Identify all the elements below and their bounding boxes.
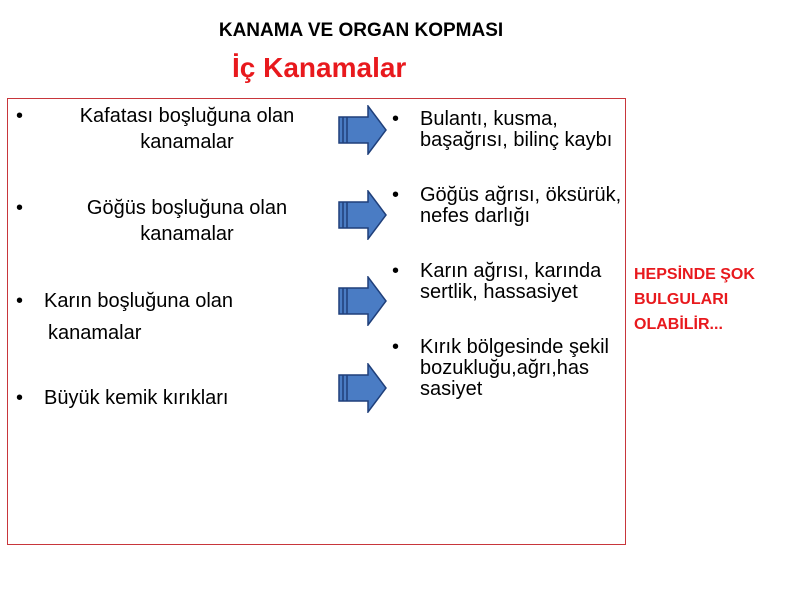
right-list-item: [386, 185, 634, 227]
bullet-icon: •: [392, 184, 400, 206]
slide-title: KANAMA VE ORGAN KOPMASI: [218, 20, 504, 41]
bullet-icon: •: [392, 108, 400, 130]
block-right-arrow-icon: [338, 105, 388, 155]
left-item-continuation: kanamalar: [48, 322, 142, 344]
slide-subtitle: İç Kanamalar: [232, 52, 407, 83]
bullet-icon: •: [16, 105, 24, 127]
bullet-icon: •: [16, 387, 24, 409]
left-item-text: Büyük kemik kırıkları: [44, 387, 229, 409]
left-list-item: [8, 195, 330, 247]
right-list-item: [386, 337, 634, 400]
left-list-item: [8, 385, 330, 411]
bullet-icon: •: [16, 290, 24, 312]
right-item-text: Göğüs ağrısı, öksürük, nefes darlığı: [420, 184, 622, 227]
left-list-item: [8, 103, 330, 155]
bullet-icon: •: [392, 336, 400, 358]
left-item-text: Kafatası boşluğuna olan kanamalar: [79, 105, 295, 153]
block-right-arrow-icon: [338, 276, 388, 326]
right-item-text: Kırık bölgesinde şekil bozukluğu,ağrı,has sasiyet: [420, 336, 609, 400]
right-list-item: [386, 109, 634, 151]
block-right-arrow-icon: [338, 363, 388, 413]
content-box: [7, 98, 626, 545]
right-item-text: Karın ağrısı, karında sertlik, hassasiyet: [420, 260, 602, 303]
left-item-text: Göğüs boşluğuna olan kanamalar: [86, 197, 288, 245]
left-list-item: [8, 288, 330, 314]
right-list-item: [386, 261, 634, 303]
block-right-arrow-icon: [338, 190, 388, 240]
bullet-icon: •: [392, 260, 400, 282]
left-item-text: Karın boşluğuna olan: [44, 290, 234, 312]
right-item-text: Bulantı, kusma, başağrısı, bilinç kaybı: [420, 108, 613, 151]
bullet-icon: •: [16, 197, 24, 219]
side-note: HEPSİNDE ŞOK BULGULARI OLABİLİR...: [634, 266, 755, 333]
